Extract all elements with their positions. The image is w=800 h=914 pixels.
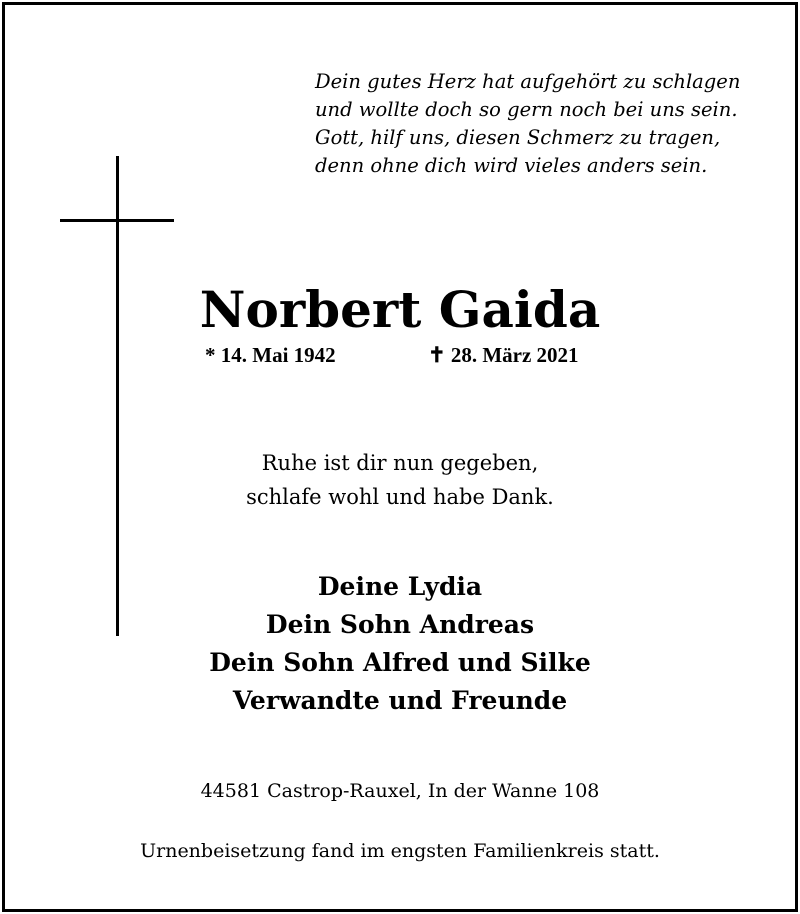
mourner: Dein Sohn Andreas	[265, 610, 535, 639]
poem-line: Dein gutes Herz hat aufgehört zu schlagen	[315, 70, 741, 93]
verse-line: Ruhe ist dir nun gegeben,	[261, 451, 539, 475]
poem-line: denn ohne dich wird vieles anders sein.	[315, 154, 708, 177]
death-date: ✝ 28. März 2021	[428, 343, 579, 367]
farewell-verse	[0, 446, 800, 514]
mourner: Dein Sohn Alfred und Silke	[209, 648, 591, 677]
cross-horizontal-bar	[60, 219, 174, 222]
memorial-poem	[315, 68, 755, 180]
verse-line: schlafe wohl und habe Dank.	[246, 485, 554, 509]
mourner: Deine Lydia	[317, 572, 483, 601]
birth-date: * 14. Mai 1942	[205, 343, 336, 367]
poem-line: und wollte doch so gern noch bei uns sein.	[315, 98, 738, 121]
funeral-notice: Urnenbeisetzung fand im engsten Familienkreis statt.	[140, 840, 660, 862]
family-address: 44581 Castrop-Rauxel, In der Wanne 108	[200, 780, 600, 802]
deceased-name: Norbert Gaida	[199, 280, 601, 339]
poem-line: Gott, hilf uns, diesen Schmerz zu tragen,	[315, 126, 721, 149]
mourners-list	[0, 568, 800, 720]
mourner: Verwandte und Freunde	[232, 686, 568, 715]
cross-vertical-bar	[116, 156, 119, 636]
